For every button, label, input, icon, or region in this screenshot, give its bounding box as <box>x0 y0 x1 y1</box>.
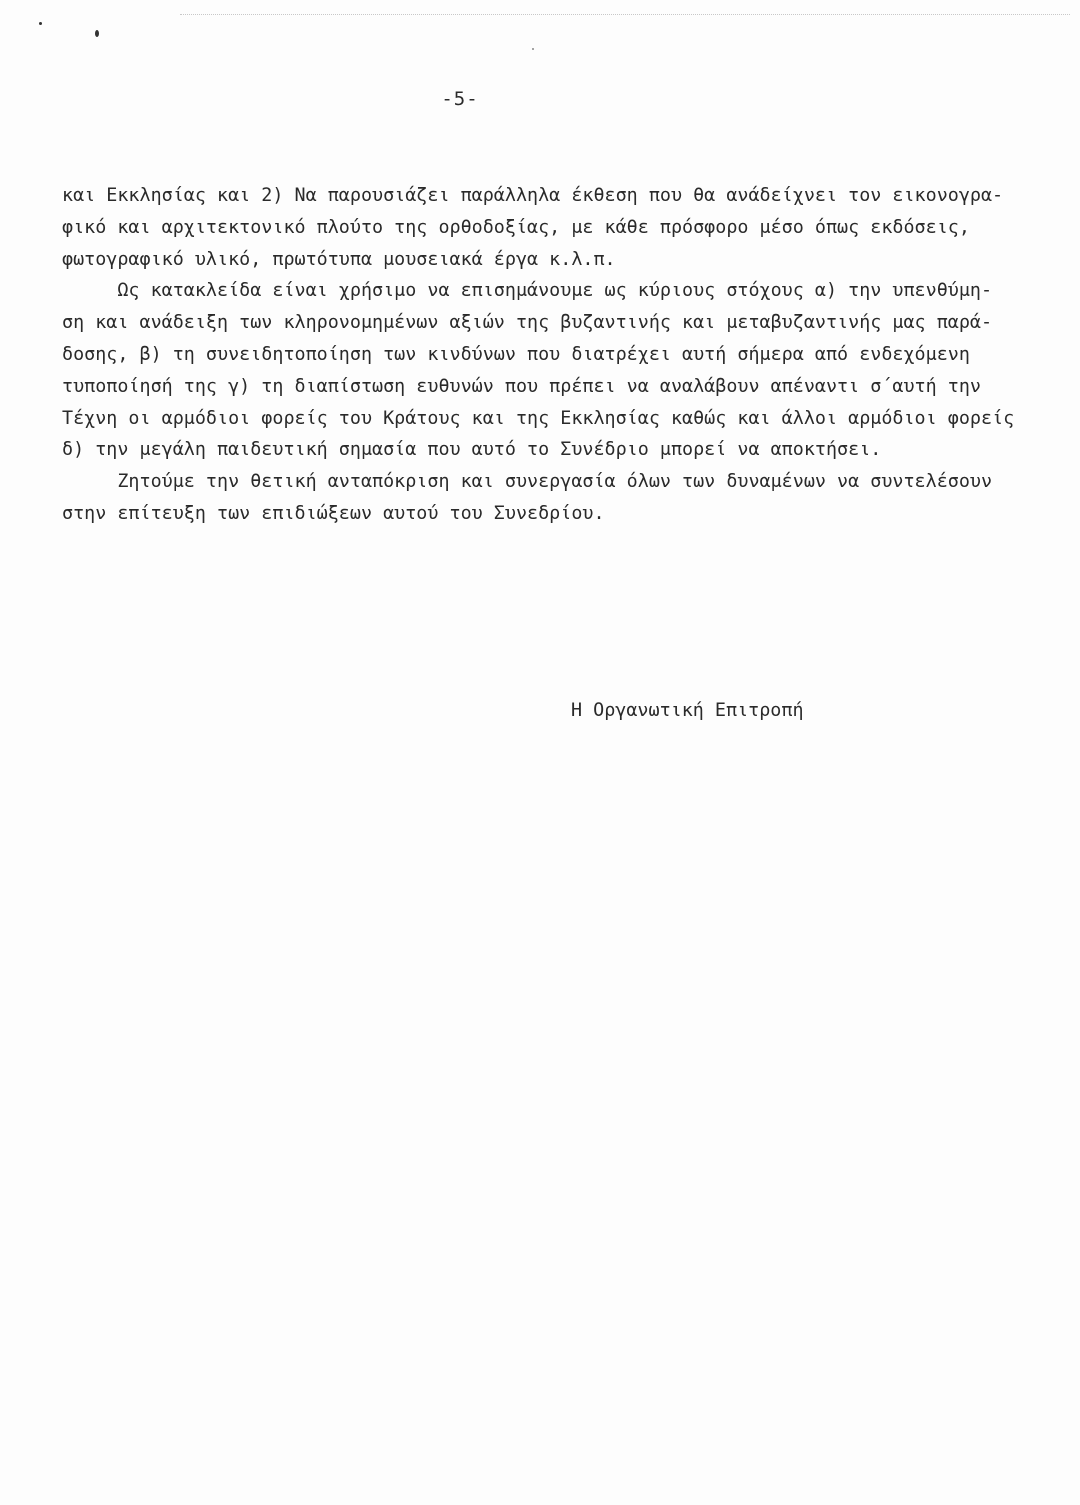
body-text <box>62 180 1015 530</box>
text-line: δοσης, β) τη συνειδητοποίηση των κινδύνων που διατρέχει αυτή σήμερα από ενδεχόμενη <box>62 343 970 365</box>
scan-speck <box>532 48 534 50</box>
text-line: τυποποίησή της γ) τη διαπίστωση ευθυνών που πρέπει να αναλάβουν απέναντι σ΄αυτή την <box>62 375 981 397</box>
text-line: δ) την μεγάλη παιδευτική σημασία που αυτό το Συνέδριο μπορεί να αποκτήσει. <box>62 439 882 461</box>
text-line: ση και ανάδειξη των κληρονομημένων αξιών της βυζαντινής και μεταβυζαντινής μας παρά- <box>62 312 993 334</box>
text-line: και Εκκλησίας και 2) Να παρουσιάζει παράλληλα έκθεση που θα ανάδείχνει τον εικονογρα- <box>62 185 1004 206</box>
text-line: φικό και αρχιτεκτονικό πλούτο της ορθοδοξίας, με κάθε πρόσφορο μέσο όπως εκδόσεις, <box>62 216 970 238</box>
scan-edge-artifact <box>180 14 1070 16</box>
scan-speck <box>39 22 42 25</box>
text-line: Ζητούμε την θετική ανταπόκριση και συνεργασία όλων των δυναμένων να συντελέσουν <box>62 471 993 493</box>
text-line: Ως κατακλείδα είναι χρήσιμο να επισημάνουμε ως κύριους στόχους α) την υπενθύμη- <box>62 280 993 302</box>
page-number: -5- <box>441 88 479 110</box>
signature-line: Η Οργανωτική Επιτροπή <box>571 700 804 721</box>
text-line: στην επίτευξη των επιδιώξεων αυτού του Συνεδρίου. <box>62 502 605 524</box>
text-line: φωτογραφικό υλικό, πρωτότυπα μουσειακά έργα κ.λ.π. <box>62 248 616 270</box>
text-line: Τέχνη οι αρμόδιοι φορείς του Κράτους και της Εκκλησίας καθώς και άλλοι αρμόδιοι φορείς <box>62 407 1015 429</box>
scan-speck <box>95 30 99 37</box>
